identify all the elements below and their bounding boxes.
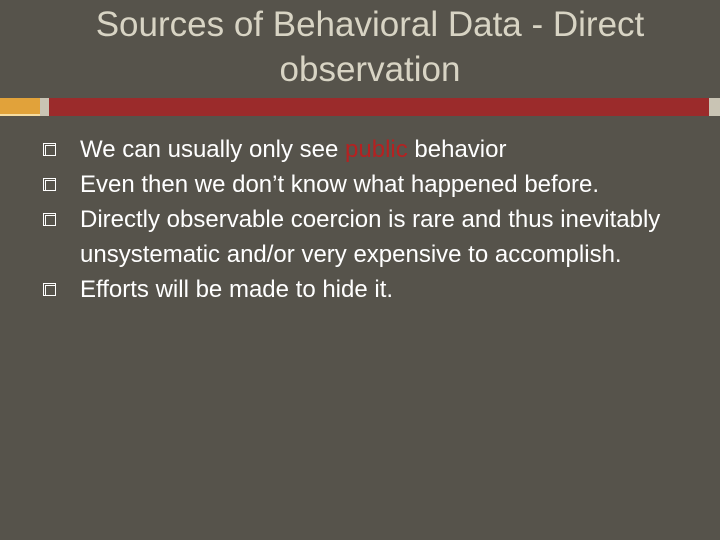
title-rule-gold-segment xyxy=(0,98,40,116)
checkbox-square-icon xyxy=(43,283,56,296)
bullet-text-emphasis: public xyxy=(345,136,408,163)
title-rule-light-segment xyxy=(40,98,49,116)
bullet-item xyxy=(40,167,700,202)
title-rule-red-bar xyxy=(49,98,709,116)
bullet-text-before: We can usually only see xyxy=(80,136,346,163)
bullet-text: Even then we don’t know what happened before. xyxy=(80,171,600,198)
checkbox-square-icon xyxy=(43,143,56,156)
title-rule-end-segment xyxy=(709,98,720,116)
bullet-text: Directly observable coercion is rare and thus inevitably unsystematic and/or very expensive to accomplish. xyxy=(80,206,661,268)
checkbox-square-icon xyxy=(43,178,56,191)
bullet-item xyxy=(40,132,700,167)
slide-title-line-2: observation xyxy=(279,50,461,89)
slide-title xyxy=(40,2,700,92)
bullet-item xyxy=(40,272,700,307)
slide-title-line-1: Sources of Behavioral Data - Direct xyxy=(95,5,645,44)
bullet-item xyxy=(40,202,700,272)
bullet-list xyxy=(40,132,700,307)
bullet-text-after: behavior xyxy=(407,136,507,163)
bullet-text: Efforts will be made to hide it. xyxy=(80,276,394,303)
checkbox-square-icon xyxy=(43,213,56,226)
